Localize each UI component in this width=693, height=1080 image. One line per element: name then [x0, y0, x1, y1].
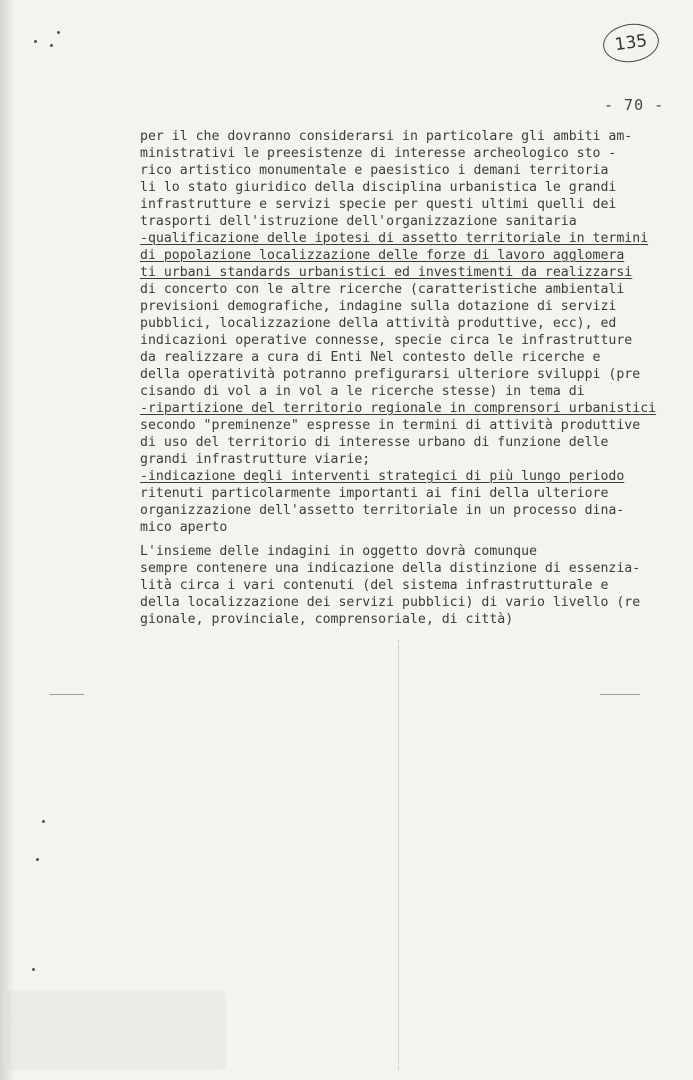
margin-dash [600, 694, 640, 695]
margin-speck [50, 44, 53, 47]
text-line: cisando di vol a in vol a le ricerche stesse) in tema di [140, 384, 585, 399]
margin-speck [36, 858, 39, 861]
text-line: grandi infrastrutture viarie; [140, 452, 371, 467]
stamp-number: 135 [613, 30, 649, 56]
text-line: sempre contenere una indicazione della distinzione di essenzia- [140, 561, 641, 576]
text-line: mico aperto [140, 520, 228, 535]
page-number-stamp [601, 20, 662, 65]
text-line: li lo stato giuridico della disciplina urbanistica le grandi [140, 180, 617, 195]
text-line: da realizzare a cura di Enti Nel contesto delle ricerche e [140, 350, 601, 365]
text-line: della operatività potranno prefigurarsi ulteriore sviluppi (pre [140, 367, 641, 382]
text-line: di popolazione localizzazione delle forze di lavoro agglomera [140, 248, 625, 263]
text-line: indicazioni operative connesse, specie circa le infrastrutture [140, 333, 633, 348]
text-line: trasporti dell'istruzione dell'organizzazione sanitaria [140, 214, 577, 229]
faded-watermark [6, 990, 226, 1070]
text-line: rico artistico monumentale e paesistico i demani territoria [140, 163, 609, 178]
text-line: infrastrutture e servizi specie per questi ultimi quelli dei [140, 197, 617, 212]
paragraph-2 [140, 543, 680, 628]
margin-speck [34, 40, 37, 43]
scan-edge-shadow [0, 0, 14, 1080]
fold-line [398, 640, 400, 1070]
text-line: lità circa i vari contenuti (del sistema infrastrutturale e [140, 578, 609, 593]
text-line: gionale, provinciale, comprensoriale, di città) [140, 612, 514, 627]
margin-speck [32, 968, 35, 971]
text-line: -indicazione degli interventi strategici di più lungo periodo [140, 469, 625, 484]
text-line: organizzazione dell'assetto territoriale in un processo dina- [140, 503, 625, 518]
text-line: della localizzazione dei servizi pubblici) di vario livello (re [140, 595, 641, 610]
margin-speck [57, 31, 60, 34]
margin-dash [50, 694, 84, 695]
text-line: secondo "preminenze" espresse in termini di attività produttive [140, 418, 641, 433]
paragraph-1 [140, 128, 680, 536]
text-line: -qualificazione delle ipotesi di assetto territoriale in termini [140, 231, 649, 246]
text-line: previsioni demografiche, indagine sulla dotazione di servizi [140, 299, 617, 314]
margin-speck [42, 820, 45, 823]
text-line: pubblici, localizzazione della attività produttive, ecc), ed [140, 316, 617, 331]
text-line: per il che dovranno considerarsi in particolare gli ambiti am- [140, 129, 633, 144]
text-line: ministrativi le preesistenze di interesse archeologico sto - [140, 146, 617, 161]
text-line: di concerto con le altre ricerche (caratteristiche ambientali [140, 282, 625, 297]
text-line: ritenuti particolarmente importanti ai fini della ulteriore [140, 486, 609, 501]
text-line: -ripartizione del territorio regionale in comprensori urbanistici [140, 401, 657, 416]
text-line: L'insieme delle indagini in oggetto dovrà comunque [140, 544, 537, 559]
page-number: - 70 - [604, 96, 665, 114]
text-line: ti urbani standards urbanistici ed investimenti da realizzarsi [140, 265, 633, 280]
text-line: di uso del territorio di interesse urbano di funzione delle [140, 435, 609, 450]
